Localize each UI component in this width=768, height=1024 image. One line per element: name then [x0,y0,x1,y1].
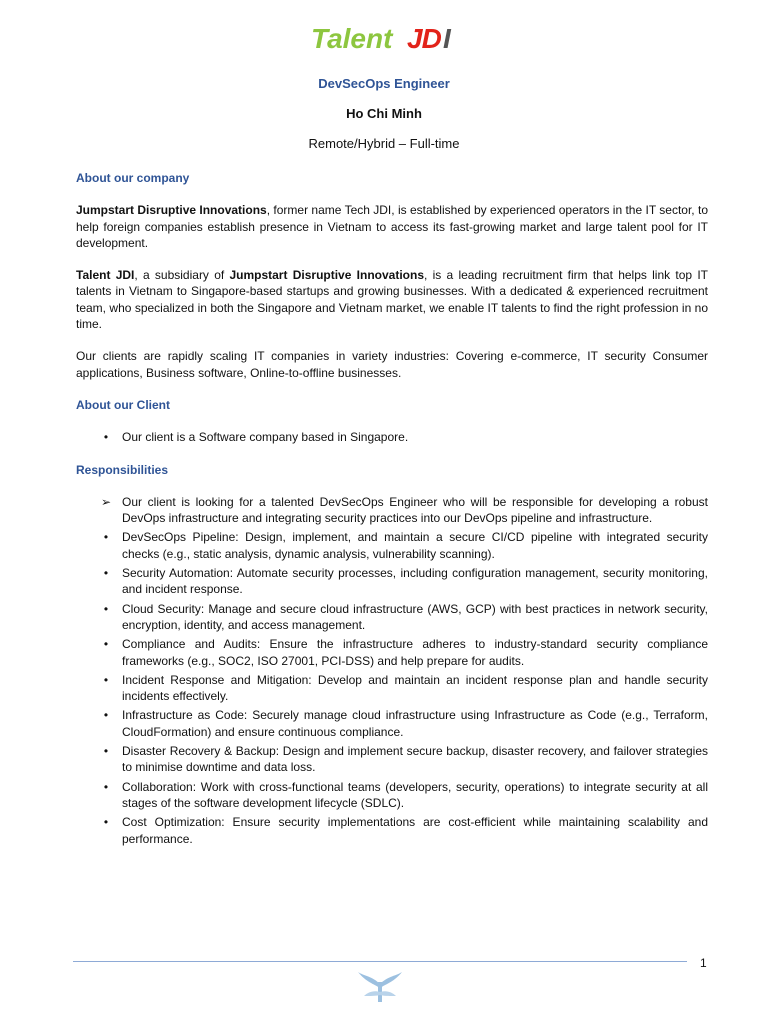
logo-graphic [309,22,459,54]
bullet-icon: • [103,566,109,581]
about-company-paragraph-3: Our clients are rapidly scaling IT companies in variety industries: Covering e-commerce, IT security Consumer applications, Business software, Online-to-offline businesses. [76,349,708,380]
list-item-text: Cloud Security: Manage and secure cloud infrastructure (AWS, GCP) with best practices in network security, encryption, identity, and access management. [122,601,708,632]
company-name-bold-2: Jumpstart Disruptive Innovations [229,268,424,283]
list-item-text: Our client is a Software company based in Singapore. [122,430,409,445]
responsibilities-heading: Responsibilities [76,462,169,477]
about-company-heading: About our company [76,171,190,185]
list-item-text: DevSecOps Pipeline: Design, implement, and maintain a secure CI/CD pipeline with integrated security checks (e.g., static analysis, dynamic analysis, vulnerability scanning). [122,530,708,561]
list-item [76,494,708,527]
job-location: Ho Chi Minh [346,106,422,121]
svg-text:JD: JD [407,23,441,54]
list-item [76,672,708,705]
bullet-icon: • [103,779,109,794]
list-item-text: Security Automation: Automate security processes, including configuration management, security monitoring, and incident response. [122,566,708,597]
about-client-list [76,429,708,445]
job-title: DevSecOps Engineer [318,76,450,91]
about-company-p1-text: , former name Tech JDI, is established by experienced operators in the IT sector, to help foreign companies establish presence in Vietnam to access its fast-growing market and large talent pool for IT development. [76,203,708,250]
list-item [76,779,708,812]
svg-text:I: I [443,23,451,54]
footer-divider [73,961,687,962]
list-item [76,707,708,740]
talent-jdi-logo [0,22,768,59]
list-item [76,429,708,445]
list-item [76,814,708,847]
list-item-text: Disaster Recovery & Backup: Design and implement secure backup, disaster recovery, and failover strategies to minimise downtime and data loss. [122,744,708,775]
list-item-text: Our client is looking for a talented DevSecOps Engineer who will be responsible for developing a robust DevOps infrastructure and integrating security practices into our DevOps pipeline and infrastructure. [122,494,708,526]
list-item [76,565,708,598]
about-company-p2-text-2: , is a leading recruitment firm that helps link top IT talents in Vietnam to Singapore-based startups and growing businesses. With a dedicated & experienced recruitment team, who specialized in both the Singapore and Vietnam market, we enable IT talents to find the right profession in no time. [76,268,708,332]
footer-emblem-icon [356,968,404,1009]
list-item-text: Compliance and Audits: Ensure the infrastructure adheres to industry-standard security compliance frameworks (e.g., SOC2, ISO 27001, PCI-DSS) and help prepare for audits. [122,637,708,668]
list-item [76,636,708,669]
company-name-bold: Jumpstart Disruptive Innovations [76,203,267,218]
about-company-paragraph-2 [76,267,708,332]
about-client-heading: About our Client [76,397,170,412]
bullet-icon: • [103,637,109,652]
about-company-paragraph-1 [76,202,708,251]
about-company-p2-text-1: , a subsidiary of [134,268,230,283]
document-body [76,170,708,863]
list-item-text: Infrastructure as Code: Securely manage cloud infrastructure using Infrastructure as Code (e.g., Terraform, CloudFormation) and ensure continuous compliance. [122,708,708,739]
bullet-icon: • [103,672,109,687]
list-item [76,601,708,634]
page-number: 1 [700,956,707,970]
arrow-bullet-icon: ➢ [100,494,112,509]
list-item-text: Cost Optimization: Ensure security implementations are cost-efficient while maintaining scalability and performance. [122,815,708,846]
list-item-text: Incident Response and Mitigation: Develop and maintain an incident response plan and handle security incidents effectively. [122,672,708,704]
bullet-icon: • [103,708,109,723]
list-item [76,743,708,776]
bullet-icon: • [103,601,109,616]
job-work-type: Remote/Hybrid – Full-time [308,136,460,151]
bullet-icon: • [103,815,109,830]
bullet-icon: • [103,530,109,545]
talent-jdi-bold: Talent JDI [76,268,135,283]
bullet-icon: • [103,744,109,759]
svg-text:Talent: Talent [311,23,393,54]
responsibilities-list [76,494,708,847]
bullet-icon: • [103,430,109,445]
list-item-text: Collaboration: Work with cross-functional teams (developers, security, operations) to integrate security at all stages of the software development lifecycle (SDLC). [122,779,708,810]
list-item [76,529,708,562]
